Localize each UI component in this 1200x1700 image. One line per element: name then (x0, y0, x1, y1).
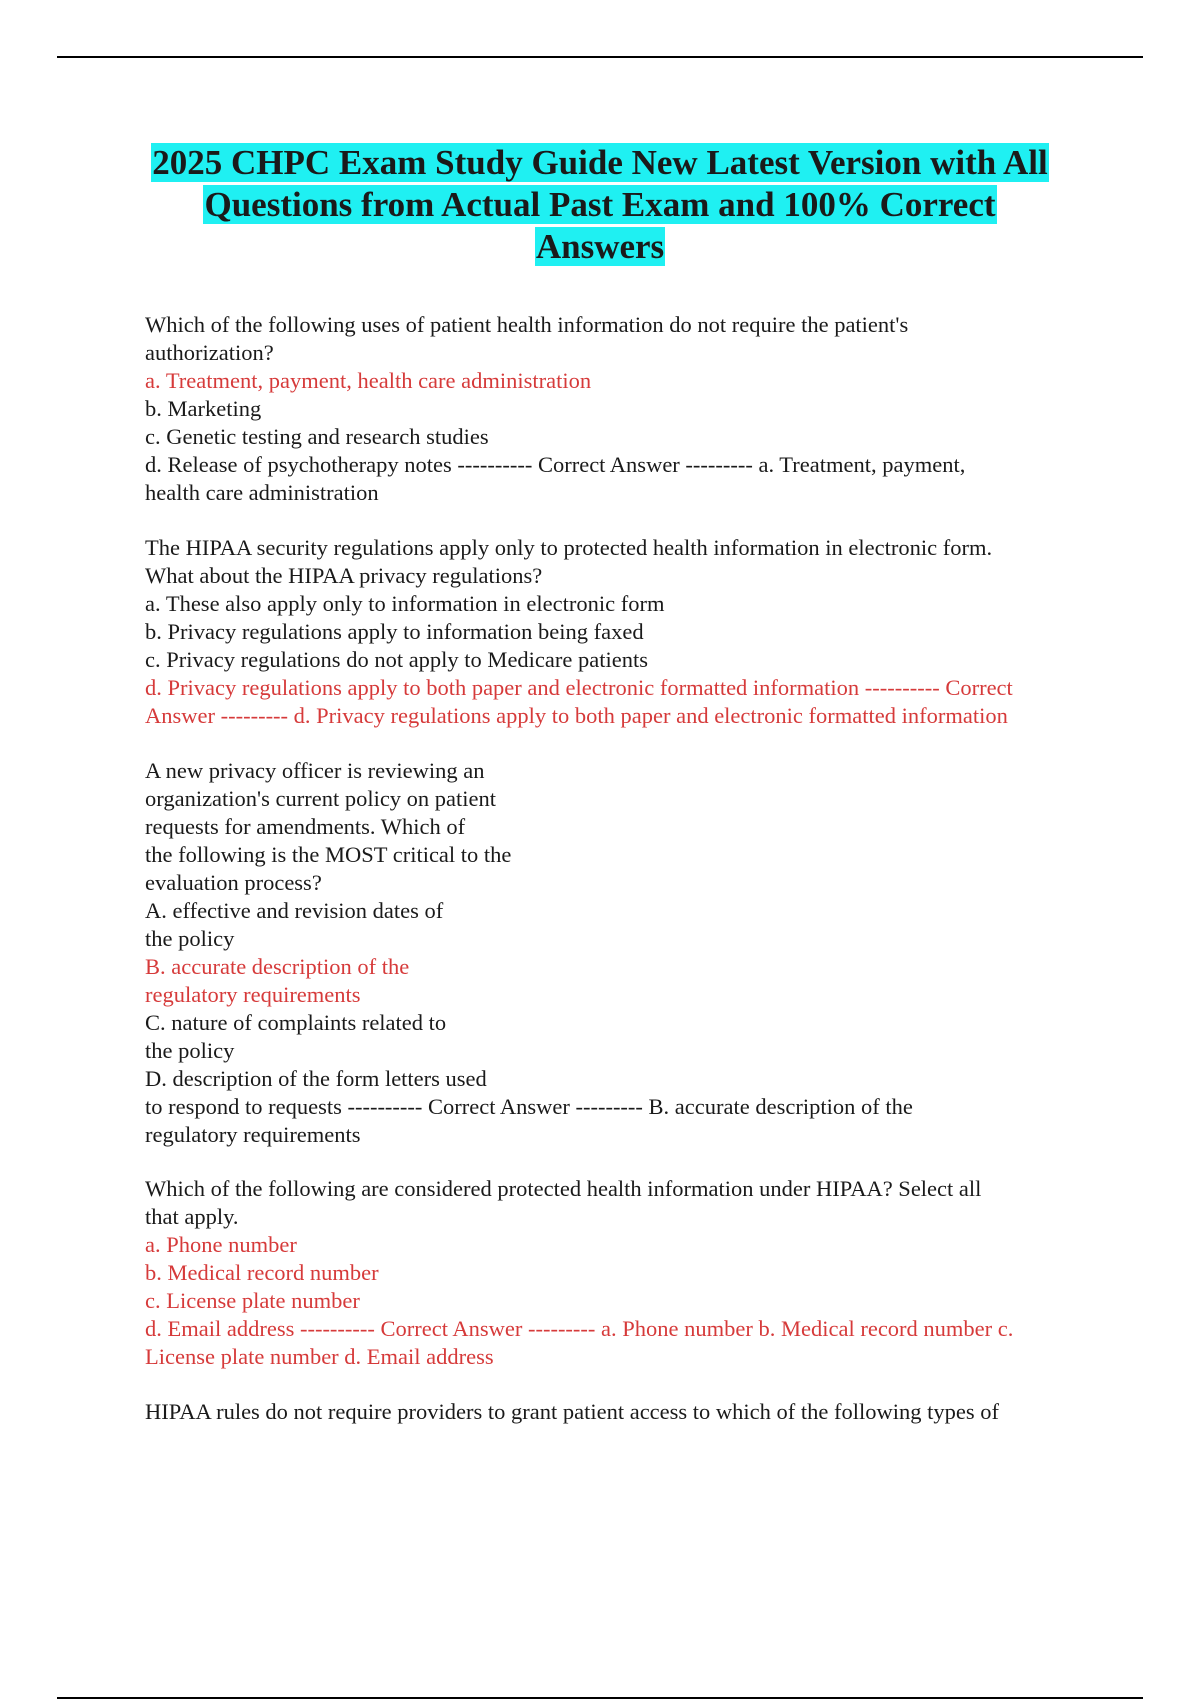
question-block (145, 311, 1090, 507)
question-line: D. description of the form letters used (145, 1066, 487, 1091)
question-line: A. effective and revision dates of (145, 898, 444, 923)
question-block (145, 1398, 1090, 1426)
question-line: the policy (145, 1038, 235, 1063)
question-line: regulatory requirements (145, 1122, 361, 1147)
question-line: C. nature of complaints related to (145, 1010, 447, 1035)
question-line: to respond to requests ---------- Correct Answer --------- B. accurate description of the (145, 1094, 913, 1119)
question-line: d. Release of psychotherapy notes ---------- Correct Answer --------- a. Treatment, payment, (145, 452, 966, 477)
answer-line: d. Email address ---------- Correct Answer --------- a. Phone number b. Medical record number c. (145, 1316, 1014, 1341)
question-line: health care administration (145, 480, 379, 505)
answer-line: Answer --------- d. Privacy regulations apply to both paper and electronic formatted information (145, 703, 1008, 728)
question-line: Which of the following uses of patient health information do not require the patient's (145, 312, 909, 337)
answer-line: a. Phone number (145, 1232, 297, 1257)
question-line: c. Genetic testing and research studies (145, 424, 489, 449)
question-line: authorization? (145, 340, 274, 365)
question-block (145, 1175, 1090, 1371)
answer-line: a. Treatment, payment, health care administration (145, 368, 592, 393)
question-line: that apply. (145, 1204, 239, 1229)
question-line: the following is the MOST critical to the (145, 842, 512, 867)
question-line: a. These also apply only to information in electronic form (145, 591, 665, 616)
question-line: What about the HIPAA privacy regulations? (145, 563, 543, 588)
top-rule (57, 56, 1143, 58)
answer-line: d. Privacy regulations apply to both paper and electronic formatted information ---------- Correct (145, 675, 1013, 700)
question-line: b. Privacy regulations apply to information being faxed (145, 619, 644, 644)
question-line: c. Privacy regulations do not apply to Medicare patients (145, 647, 648, 672)
answer-line: regulatory requirements (145, 982, 361, 1007)
bottom-rule (57, 1697, 1143, 1699)
title-line: Answers (535, 227, 665, 266)
question-block (145, 757, 1090, 1149)
question-line: organization's current policy on patient (145, 786, 497, 811)
title-line: Questions from Actual Past Exam and 100% Correct (204, 185, 996, 224)
question-line: evaluation process? (145, 870, 322, 895)
answer-line: License plate number d. Email address (145, 1344, 494, 1369)
question-block (145, 534, 1090, 730)
question-line: requests for amendments. Which of (145, 814, 466, 839)
question-line: HIPAA rules do not require providers to grant patient access to which of the following types of (145, 1399, 999, 1424)
question-line: b. Marketing (145, 396, 262, 421)
answer-line: B. accurate description of the (145, 954, 410, 979)
question-line: Which of the following are considered protected health information under HIPAA? Select all (145, 1176, 982, 1201)
questions-list (145, 311, 1090, 1453)
question-line: The HIPAA security regulations apply only to protected health information in electronic form. (145, 535, 993, 560)
answer-line: b. Medical record number (145, 1260, 379, 1285)
document-title (100, 142, 1100, 268)
question-line: A new privacy officer is reviewing an (145, 758, 485, 783)
answer-line: c. License plate number (145, 1288, 360, 1313)
question-line: the policy (145, 926, 235, 951)
title-line: 2025 CHPC Exam Study Guide New Latest Version with All (152, 143, 1048, 182)
